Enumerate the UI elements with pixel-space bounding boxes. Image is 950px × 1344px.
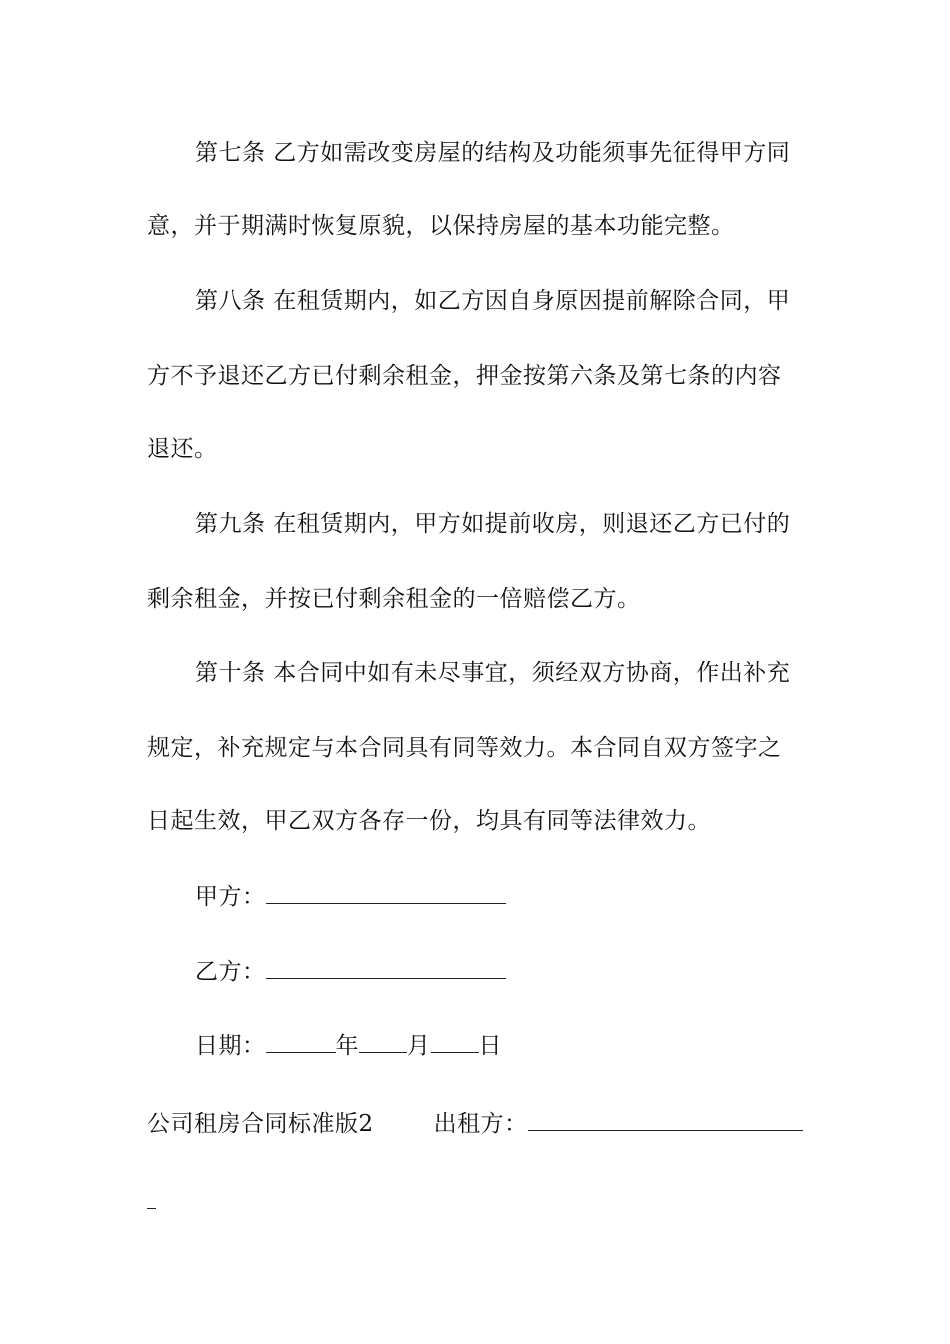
- next-contract-row: [147, 1109, 807, 1139]
- article-8-line-2: 方不予退还乙方已付剩余租金，押金按第六条及第七条的内容: [147, 363, 782, 389]
- article-10-line-3: 日起生效，甲乙双方各存一份，均具有同等法律效力。: [147, 808, 711, 834]
- year-blank[interactable]: [266, 1032, 336, 1053]
- month-label: 月: [407, 1033, 431, 1059]
- day-blank[interactable]: [431, 1032, 479, 1053]
- article-9-line-1: 第九条 在租赁期内，甲方如提前收房，则退还乙方已付的: [195, 511, 791, 537]
- lessor-signature-blank[interactable]: [528, 1110, 803, 1131]
- article-9-line-2: 剩余租金，并按已付剩余租金的一倍赔偿乙方。: [147, 586, 641, 612]
- article-7-line-1: 第七条 乙方如需改变房屋的结构及功能须事先征得甲方同: [195, 140, 791, 166]
- party-a-signature-blank[interactable]: [266, 883, 506, 904]
- date-row: [195, 1031, 807, 1061]
- article-7-line-2: 意，并于期满时恢复原貌，以保持房屋的基本功能完整。: [147, 213, 735, 239]
- article-8-line-1: 第八条 在租赁期内，如乙方因自身原因提前解除合同，甲: [195, 288, 791, 314]
- party-b-label: 乙方：: [195, 959, 266, 985]
- lessor-label: 出租方：: [433, 1111, 528, 1137]
- next-contract-title: 公司租房合同标准版2: [147, 1111, 374, 1137]
- party-b-signature-row: [195, 957, 807, 987]
- party-a-signature-row: [195, 882, 807, 912]
- party-b-signature-blank[interactable]: [266, 958, 506, 979]
- article-8-line-3: 退还。: [147, 436, 218, 462]
- article-10-line-2: 规定，补充规定与本合同具有同等效力。本合同自双方签字之: [147, 735, 782, 761]
- article-10-line-1: 第十条 本合同中如有未尽事宜，须经双方协商，作出补充: [195, 660, 791, 686]
- lessor-blank-continuation: [147, 1208, 156, 1209]
- party-a-label: 甲方：: [195, 884, 266, 910]
- year-label: 年: [335, 1033, 359, 1059]
- month-blank[interactable]: [359, 1032, 407, 1053]
- date-label: 日期：: [195, 1033, 266, 1059]
- day-label: 日: [478, 1033, 502, 1059]
